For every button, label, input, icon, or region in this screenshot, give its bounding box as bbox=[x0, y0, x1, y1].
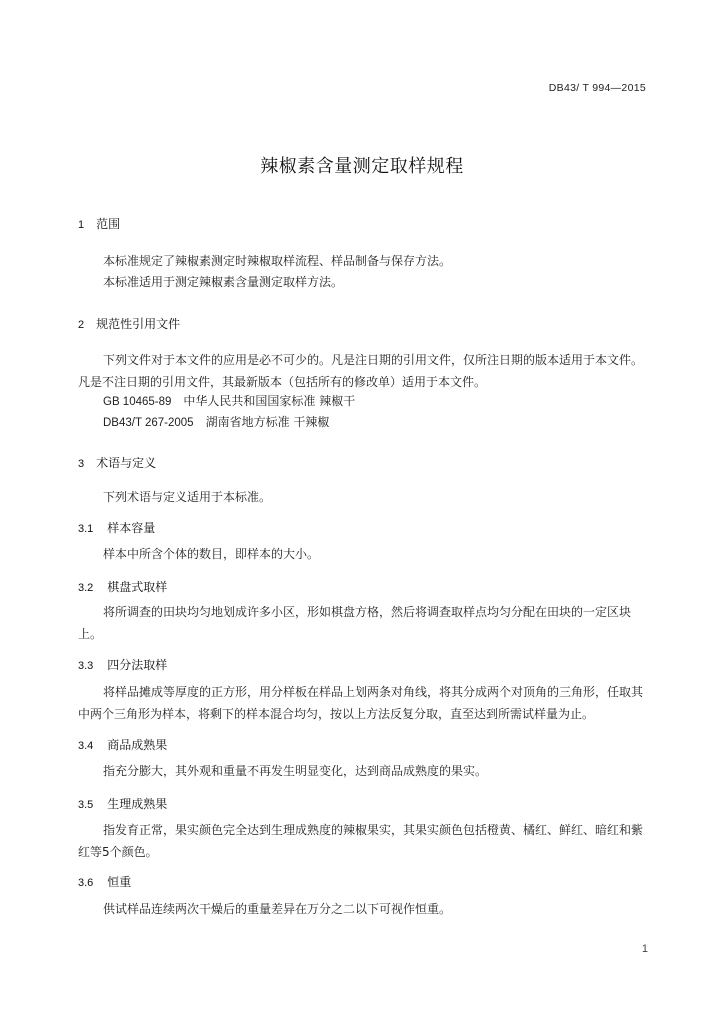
term-definition: 将所调查的田块均匀地划成许多小区，形如棋盘方格，然后将调查取样点均匀分配在田块的一定区块上。 bbox=[78, 605, 632, 641]
term-title: 棋盘式取样 bbox=[107, 580, 168, 594]
term-number: 3.3 bbox=[78, 660, 94, 672]
term-title: 恒重 bbox=[107, 875, 132, 889]
term-number: 3.2 bbox=[78, 582, 94, 594]
term-title: 四分法取样 bbox=[107, 658, 168, 672]
term-heading-sample-size bbox=[78, 519, 155, 536]
term-definition: 指发育正常，果实颜色完全达到生理成熟度的辣椒果实，其果实颜色包括橙黄、橘红、鲜红、暗红和紫红等5个颜色。 bbox=[78, 823, 644, 859]
reference-name: 中华人民共和国国家标准 辣椒干 bbox=[183, 394, 356, 408]
section-number: 1 bbox=[78, 219, 85, 231]
section-heading-scope bbox=[78, 215, 120, 232]
term-heading-checkerboard-sampling bbox=[78, 578, 167, 595]
section-heading-normative-references bbox=[78, 315, 180, 332]
term-definition: 样本中所含个体的数目，即样本的大小。 bbox=[103, 547, 320, 561]
standard-code: DB43/ T 994—2015 bbox=[548, 82, 646, 94]
reference-item bbox=[103, 413, 329, 430]
reference-code: GB 10465-89 bbox=[103, 396, 172, 408]
term-title: 样本容量 bbox=[107, 521, 156, 535]
term-number: 3.5 bbox=[78, 799, 94, 811]
term-definition: 将样品摊成等厚度的正方形，用分样板在样品上划两条对角线，将其分成两个对顶角的三角形，任取其中两个三角形为样本，将剩下的样本混合均匀，按以上方法反复分取，直至达到所需试样量为止。 bbox=[78, 685, 644, 721]
reference-code: DB43/T 267-2005 bbox=[103, 417, 194, 429]
document-title: 辣椒素含量测定取样规程 bbox=[260, 156, 464, 177]
term-definition: 指充分膨大，其外观和重量不再发生明显变化，达到商品成熟度的果实。 bbox=[103, 764, 488, 778]
term-heading-physiological-mature-fruit bbox=[78, 795, 167, 812]
terms-intro: 下列术语与定义适用于本标准。 bbox=[103, 490, 272, 504]
section-number: 3 bbox=[78, 458, 85, 470]
scope-paragraph-2: 本标准适用于测定辣椒素含量测定取样方法。 bbox=[103, 275, 344, 289]
term-title: 商品成熟果 bbox=[107, 738, 168, 752]
section-heading-terms bbox=[78, 454, 156, 471]
term-number: 3.4 bbox=[78, 740, 94, 752]
section-title: 规范性引用文件 bbox=[96, 317, 181, 331]
term-heading-constant-weight bbox=[78, 873, 131, 890]
term-title: 生理成熟果 bbox=[107, 797, 168, 811]
term-heading-commercial-mature-fruit bbox=[78, 736, 167, 753]
reference-name: 湖南省地方标准 干辣椒 bbox=[205, 415, 330, 429]
references-intro: 下列文件对于本文件的应用是必不可少的。凡是注日期的引用文件，仅所注日期的版本适用于本文件。凡是不注日期的引用文件，其最新版本（包括所有的修改单）适用于本文件。 bbox=[78, 353, 644, 389]
scope-paragraph-1: 本标准规定了辣椒素测定时辣椒取样流程、样品制备与保存方法。 bbox=[103, 254, 452, 268]
section-number: 2 bbox=[78, 319, 85, 331]
page-number: 1 bbox=[641, 943, 648, 955]
term-number: 3.1 bbox=[78, 523, 94, 535]
term-number: 3.6 bbox=[78, 877, 94, 889]
section-title: 范围 bbox=[96, 217, 121, 231]
term-definition: 供试样品连续两次干燥后的重量差异在万分之二以下可视作恒重。 bbox=[103, 902, 452, 916]
term-heading-quartering-sampling bbox=[78, 656, 167, 673]
section-title: 术语与定义 bbox=[96, 456, 157, 470]
reference-item bbox=[103, 392, 355, 409]
